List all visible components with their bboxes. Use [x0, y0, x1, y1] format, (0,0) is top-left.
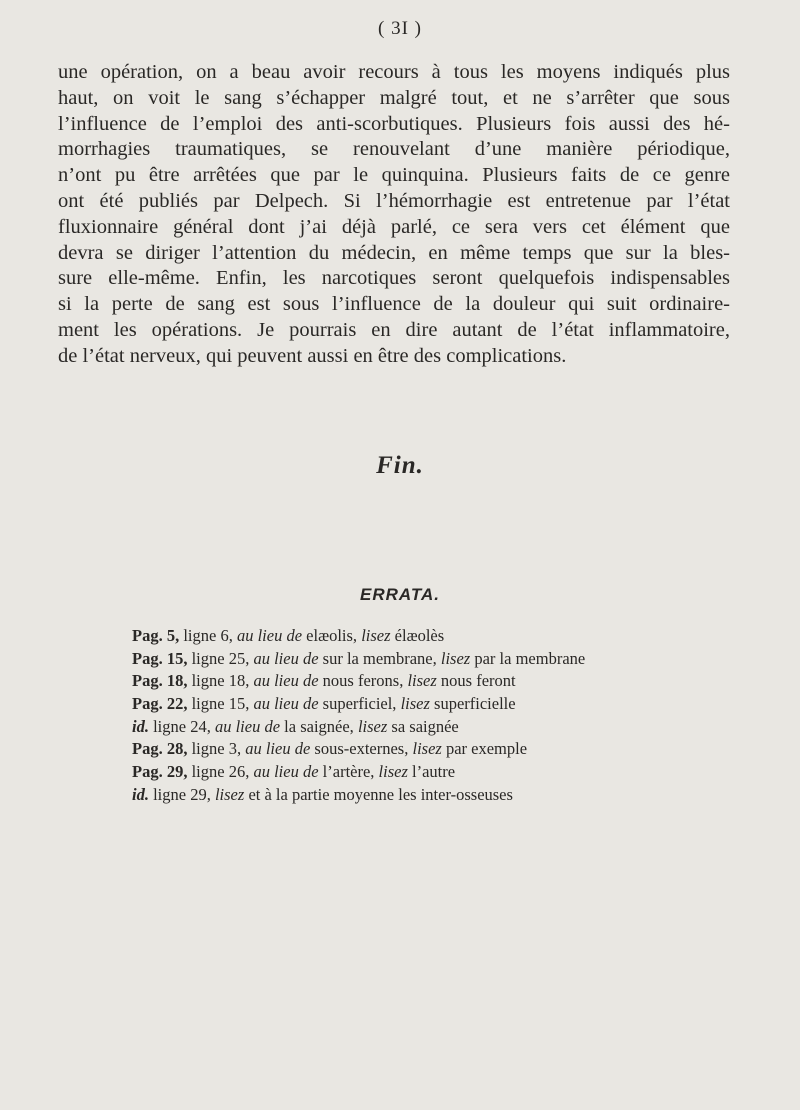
- errata-line-ref: ligne 26,: [191, 762, 250, 782]
- errata-entry: [132, 716, 752, 739]
- text-line: ment les opérations. Je pourrais en dire autant de l’état inflammatoire,: [58, 318, 730, 341]
- errata-correct-text: par la membrane: [474, 648, 586, 668]
- errata-entry: [132, 648, 752, 671]
- errata-correct-text: et à la partie moyenne les inter-osseuses: [248, 784, 513, 804]
- text-line: morrhagies traumatiques, se renouvelant d’une manière périodique,: [58, 138, 730, 161]
- errata-wrong-text: l’artère,: [322, 762, 375, 782]
- errata-wrong-text: sous-externes,: [314, 739, 409, 759]
- errata-wrong-text: la saignée,: [284, 716, 354, 736]
- errata-line-ref: ligne 6,: [183, 626, 233, 645]
- errata-entry: [132, 625, 752, 648]
- errata-correct-text: par exemple: [445, 739, 528, 759]
- errata-page-ref: Pag. 28,: [132, 739, 188, 759]
- text-line: haut, on voit le sang s’échapper malgré tout, et ne s’arrêter que sous: [58, 86, 730, 109]
- errata-correct-text: superficielle: [434, 694, 516, 714]
- errata-lisez: lisez: [378, 762, 408, 782]
- errata-page-ref: Pag. 15,: [132, 648, 188, 668]
- text-line: ont été publiés par Delpech. Si l’hémorrhagie est entretenue par l’état: [58, 189, 730, 212]
- text-line: l’influence de l’emploi des anti-scorbutiques. Plusieurs fois aussi des hé-: [58, 112, 730, 135]
- errata-title: ERRATA.: [359, 585, 441, 604]
- errata-au-lieu-de: au lieu de: [214, 716, 281, 736]
- errata-lisez: lisez: [407, 671, 437, 691]
- errata-wrong-text: nous ferons,: [322, 671, 404, 691]
- errata-lisez: lisez: [400, 694, 430, 714]
- page-number: ( 3I ): [378, 18, 422, 39]
- errata-correct-text: nous feront: [440, 671, 516, 691]
- fin-heading: Fin.: [376, 452, 424, 479]
- errata-au-lieu-de: au lieu de: [245, 739, 311, 759]
- errata-page-ref: id.: [132, 716, 149, 736]
- text-line: n’ont pu être arrêtées que par le quinquina. Plusieurs faits de ce genre: [58, 164, 730, 187]
- errata-page-ref: Pag. 29,: [132, 762, 188, 782]
- errata-line-ref: ligne 29,: [153, 784, 211, 804]
- errata-entry: [132, 670, 752, 693]
- errata-lisez: lisez: [412, 739, 442, 759]
- errata-lisez: lisez: [440, 648, 471, 668]
- errata-lisez: lisez: [214, 784, 245, 804]
- errata-line-ref: ligne 24,: [153, 716, 211, 736]
- errata-correct-text: élæolès: [394, 626, 445, 645]
- errata-entry: [132, 784, 752, 807]
- errata-correct-text: l’autre: [412, 762, 456, 782]
- errata-lisez: lisez: [361, 626, 391, 645]
- body-text: [58, 60, 730, 370]
- errata-page-ref: id.: [132, 784, 149, 804]
- errata-au-lieu-de: au lieu de: [236, 626, 303, 645]
- errata-wrong-text: superficiel,: [322, 694, 397, 714]
- errata-entry: [132, 693, 752, 716]
- errata-wrong-text: sur la membrane,: [322, 648, 437, 668]
- text-line: si la perte de sang est sous l’influence de la douleur qui suit ordinaire-: [58, 293, 730, 316]
- errata-lisez: lisez: [357, 716, 388, 736]
- errata-correct-text: sa saignée: [391, 716, 459, 736]
- errata-au-lieu-de: au lieu de: [253, 762, 319, 782]
- errata-list: [132, 625, 752, 807]
- errata-entry: [132, 761, 752, 784]
- errata-line-ref: ligne 3,: [191, 739, 242, 759]
- errata-line-ref: ligne 25,: [191, 648, 250, 668]
- errata-page-ref: Pag. 18,: [132, 671, 188, 691]
- text-line: sure elle-même. Enfin, les narcotiques seront quelquefois indispensables: [58, 267, 730, 290]
- errata-line-ref: ligne 18,: [191, 671, 250, 691]
- errata-line-ref: ligne 15,: [191, 694, 250, 714]
- errata-page-ref: Pag. 22,: [132, 694, 188, 714]
- text-line: devra se diriger l’attention du médecin, en même temps que sur la bles-: [58, 241, 730, 264]
- errata-page-ref: Pag. 5,: [132, 626, 180, 645]
- errata-au-lieu-de: au lieu de: [253, 671, 319, 691]
- errata-au-lieu-de: au lieu de: [253, 694, 319, 714]
- errata-wrong-text: elæolis,: [306, 626, 358, 645]
- errata-entry: [132, 738, 752, 761]
- text-line: de l’état nerveux, qui peuvent aussi en être des complications.: [58, 344, 567, 367]
- errata-au-lieu-de: au lieu de: [253, 648, 319, 668]
- text-line: fluxionnaire général dont j’ai déjà parlé, ce sera vers cet élément que: [58, 215, 730, 238]
- text-line: une opération, on a beau avoir recours à tous les moyens indiqués plus: [58, 61, 730, 83]
